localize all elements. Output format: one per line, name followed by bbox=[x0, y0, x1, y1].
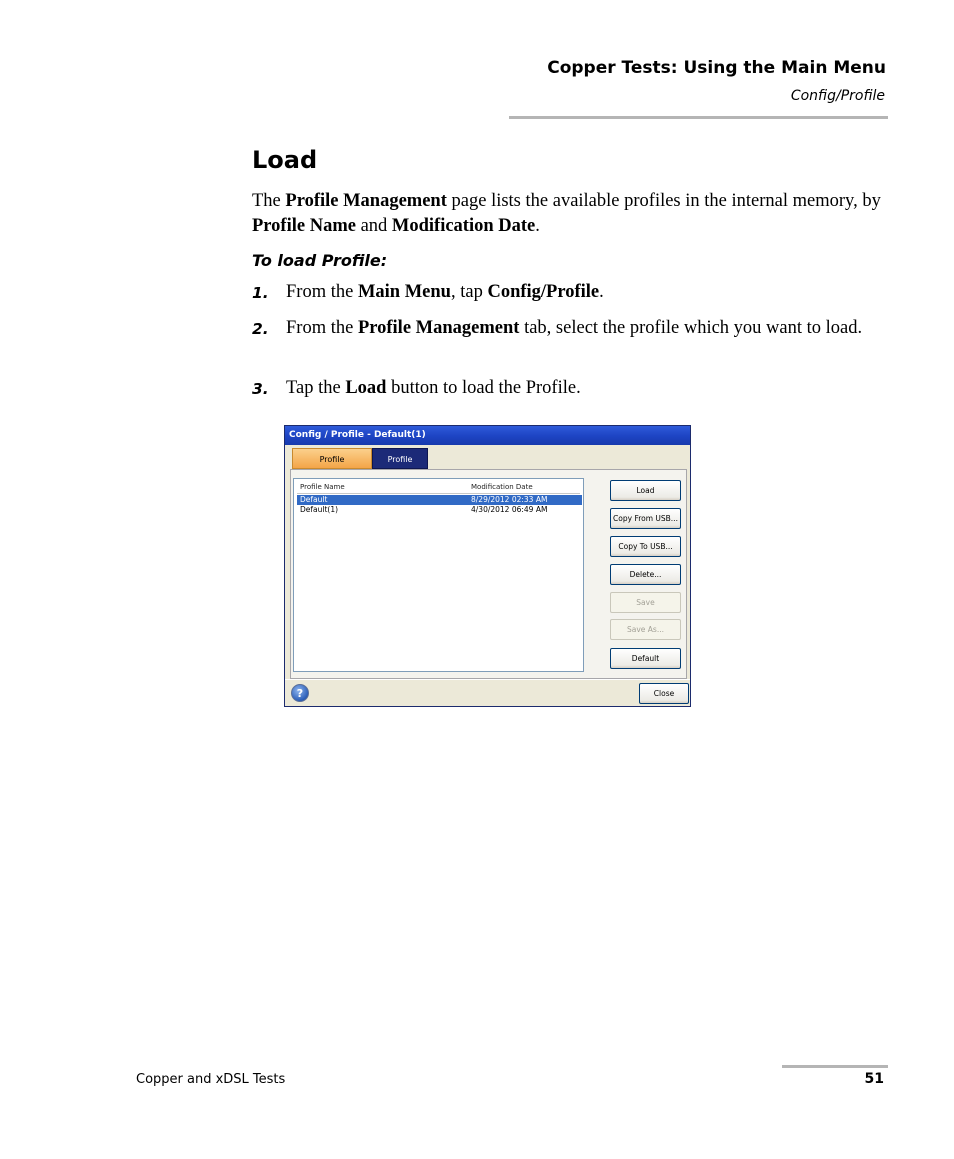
step-number: 1. bbox=[252, 284, 269, 302]
step-text: tab, select the profile which you want to load. bbox=[519, 318, 863, 338]
intro-text-1: The bbox=[252, 191, 286, 211]
column-header-profile-name[interactable]: Profile Name bbox=[300, 483, 345, 491]
intro-text-4: . bbox=[535, 216, 540, 236]
load-button[interactable]: Load bbox=[610, 480, 681, 501]
tab-profile-management[interactable]: Profile bbox=[292, 448, 372, 469]
step-1 bbox=[252, 280, 882, 304]
modification-date-cell: 8/29/2012 02:33 AM bbox=[471, 495, 548, 504]
intro-text-3: and bbox=[355, 216, 392, 236]
header-rule bbox=[509, 116, 888, 119]
profile-list[interactable] bbox=[293, 478, 584, 672]
intro-bold-3: Modification Date bbox=[391, 216, 536, 236]
delete-button[interactable]: Delete... bbox=[610, 564, 681, 585]
section-subtitle: Config/Profile bbox=[790, 88, 885, 104]
copy-to-usb-button[interactable]: Copy To USB... bbox=[610, 536, 681, 557]
save-button[interactable]: Save bbox=[610, 592, 681, 613]
save-as-button[interactable]: Save As... bbox=[610, 619, 681, 640]
footer-rule bbox=[782, 1065, 888, 1068]
copy-from-usb-button[interactable]: Copy From USB... bbox=[610, 508, 681, 529]
header-divider bbox=[297, 493, 580, 494]
intro-bold-1: Profile Management bbox=[285, 191, 447, 211]
intro-bold-2: Profile Name bbox=[252, 216, 356, 236]
step-text: From the bbox=[286, 282, 358, 302]
column-header-modification-date[interactable]: Modification Date bbox=[471, 483, 533, 491]
intro-text-2: page lists the available profiles in the internal memory, by bbox=[446, 191, 881, 211]
step-text: From the bbox=[286, 318, 358, 338]
step-number: 2. bbox=[252, 320, 269, 338]
page-number: 51 bbox=[864, 1071, 884, 1087]
step-text: , tap bbox=[450, 282, 488, 302]
step-text: button to load the Profile. bbox=[386, 378, 581, 398]
default-button[interactable]: Default bbox=[610, 648, 681, 669]
step-bold: Load bbox=[345, 378, 387, 398]
bottom-divider bbox=[285, 679, 690, 680]
step-number: 3. bbox=[252, 380, 269, 398]
step-text: Tap the bbox=[286, 378, 346, 398]
chapter-title: Copper Tests: Using the Main Menu bbox=[547, 58, 886, 78]
step-text: . bbox=[599, 282, 604, 302]
profile-name-cell: Default(1) bbox=[300, 505, 339, 514]
procedure-title: To load Profile: bbox=[252, 251, 388, 270]
step-bold: Main Menu bbox=[357, 282, 451, 302]
close-button[interactable]: Close bbox=[639, 683, 689, 704]
help-icon[interactable]: ? bbox=[291, 684, 309, 702]
list-item[interactable] bbox=[297, 505, 582, 515]
intro-paragraph bbox=[252, 189, 882, 239]
step-bold: Profile Management bbox=[357, 318, 520, 338]
window-title: Config / Profile - Default(1) bbox=[285, 426, 690, 445]
profile-name-cell: Default bbox=[300, 495, 328, 504]
footer-title: Copper and xDSL Tests bbox=[136, 1072, 286, 1087]
section-heading: Load bbox=[252, 146, 318, 174]
step-2 bbox=[252, 316, 882, 340]
step-3 bbox=[252, 376, 882, 400]
step-bold: Config/Profile bbox=[487, 282, 600, 302]
tab-profile-details[interactable]: Profile bbox=[372, 448, 428, 469]
profile-window bbox=[284, 425, 691, 707]
modification-date-cell: 4/30/2012 06:49 AM bbox=[471, 505, 548, 514]
list-item[interactable] bbox=[297, 495, 582, 505]
list-header bbox=[297, 483, 580, 493]
